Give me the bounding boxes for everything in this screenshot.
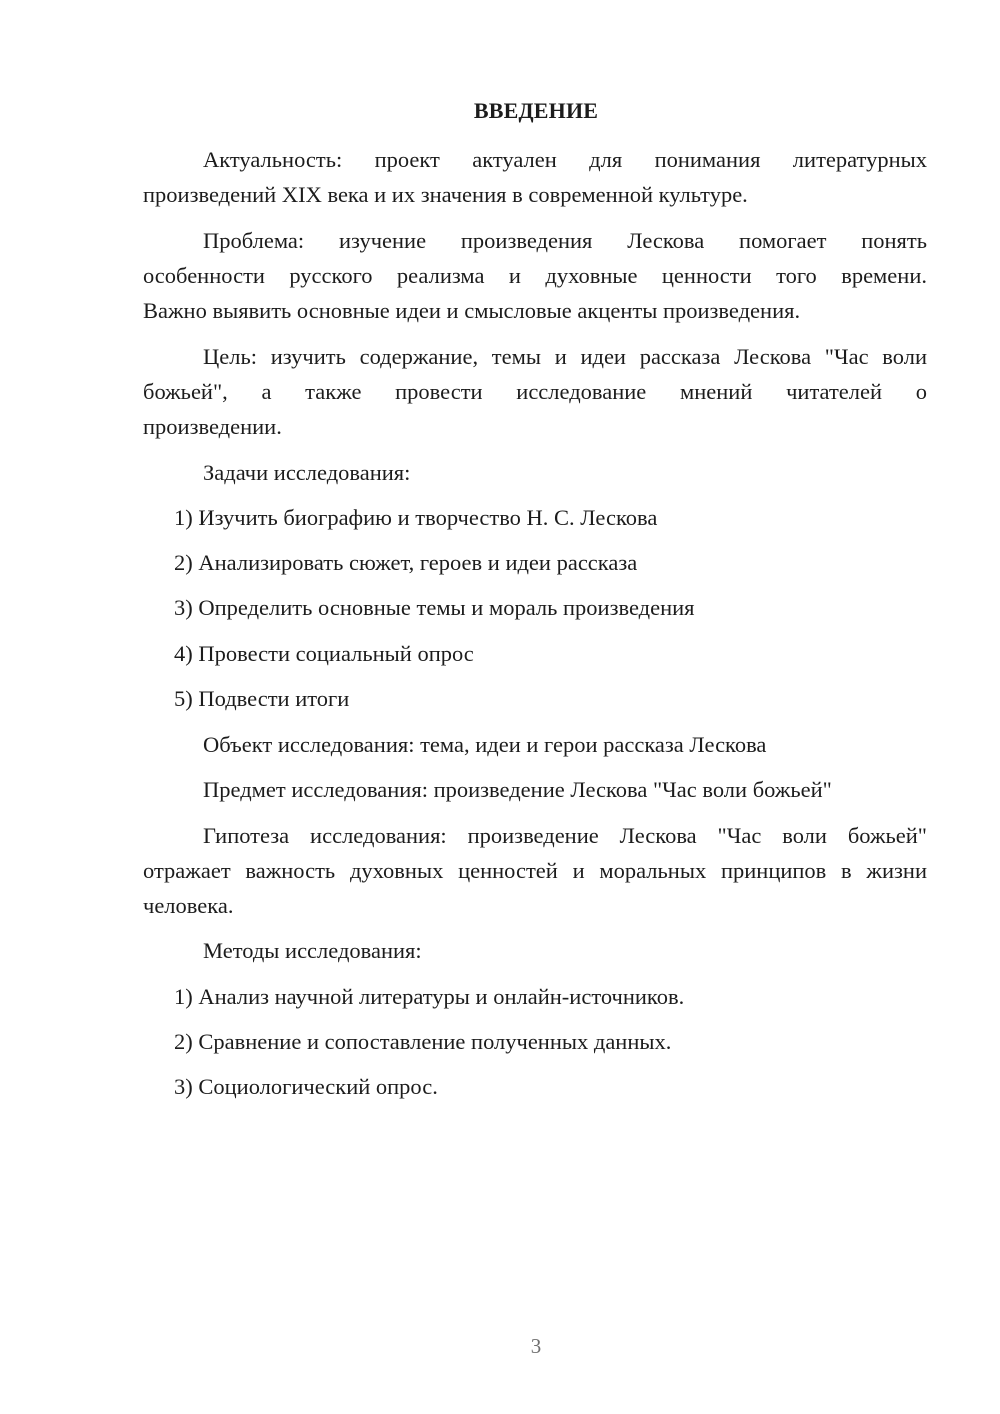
problem-line-1: Проблема: изучение произведения Лескова помогает понять [203, 228, 927, 253]
goal-line-1: Цель: изучить содержание, темы и идеи рассказа Лескова "Час воли [203, 344, 927, 369]
problem-line-3: Важно выявить основные идеи и смысловые акценты произведения. [143, 298, 801, 323]
relevance-line-1: Актуальность: проект актуален для понимания литературных [203, 147, 927, 172]
task-item: 5) Подвести итоги [174, 686, 350, 711]
task-item: 1) Изучить биографию и творчество Н. С. Лескова [174, 505, 658, 530]
method-item: 2) Сравнение и сопоставление полученных данных. [174, 1029, 672, 1054]
hypothesis-line-1: Гипотеза исследования: произведение Лескова "Час воли божьей" [203, 823, 927, 848]
hypothesis-line-3: человека. [143, 893, 234, 918]
method-item: 3) Социологический опрос. [174, 1074, 438, 1099]
goal-line-2: божьей", а также провести исследование мнений читателей о [143, 379, 927, 404]
method-item: 1) Анализ научной литературы и онлайн-источников. [174, 984, 685, 1009]
task-item: 3) Определить основные темы и мораль произведения [174, 595, 695, 620]
tasks-heading: Задачи исследования: [203, 460, 411, 485]
task-item: 2) Анализировать сюжет, героев и идеи рассказа [174, 550, 638, 575]
problem-line-2: особенности русского реализма и духовные ценности того времени. [143, 263, 927, 288]
goal-line-3: произведении. [143, 414, 282, 439]
relevance-line-2: произведений XIX века и их значения в современной культуре. [143, 182, 748, 207]
research-object: Объект исследования: тема, идеи и герои рассказа Лескова [203, 732, 767, 757]
page-number: 3 [530, 1334, 542, 1358]
research-subject: Предмет исследования: произведение Лескова "Час воли божьей" [203, 777, 832, 802]
hypothesis-line-2: отражает важность духовных ценностей и моральных принципов в жизни [143, 858, 927, 883]
section-title: ВВЕДЕНИЕ [473, 98, 599, 123]
methods-heading: Методы исследования: [203, 938, 422, 963]
task-item: 4) Провести социальный опрос [174, 641, 474, 666]
